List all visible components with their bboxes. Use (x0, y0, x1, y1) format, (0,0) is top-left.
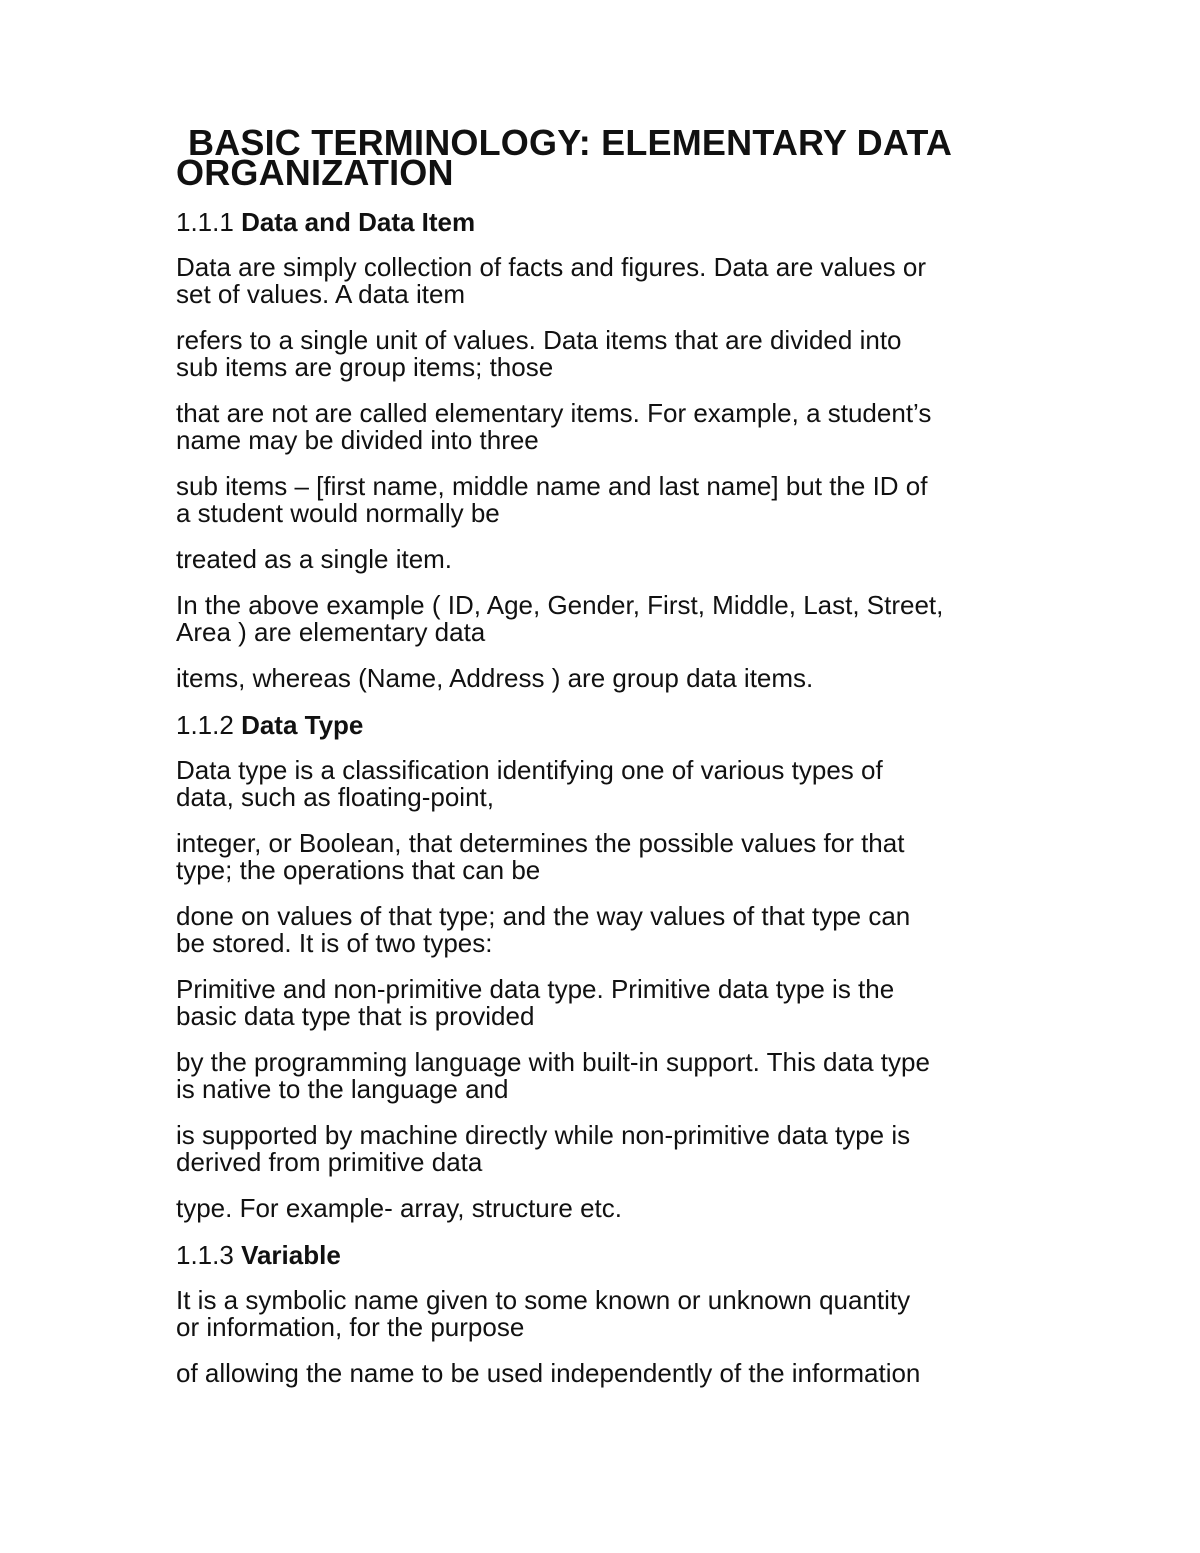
section-number: 1.1.3 (176, 1240, 242, 1270)
title-line-1: BASIC TERMINOLOGY: ELEMENTARY DATA (188, 122, 953, 163)
paragraph: by the programming language with built-in support. This data type is native to the language and (176, 1047, 930, 1104)
paragraph: treated as a single item. (176, 544, 453, 574)
section-label: Variable (241, 1240, 341, 1270)
paragraph: integer, or Boolean, that determines the possible values for that type; the operations that can be (176, 828, 905, 885)
paragraph: It is a symbolic name given to some known or unknown quantity or information, for the purpose (176, 1285, 911, 1342)
paragraph: done on values of that type; and the way values of that type can be stored. It is of two types: (176, 901, 911, 958)
section-number: 1.1.1 (176, 207, 242, 237)
section-label: Data Type (241, 710, 364, 740)
title-line-2: ORGANIZATION (176, 152, 454, 193)
paragraph: Data are simply collection of facts and figures. Data are values or set of values. A data item (176, 252, 927, 309)
paragraph: is supported by machine directly while non-primitive data type is derived from primitive data (176, 1120, 911, 1177)
paragraph: In the above example ( ID, Age, Gender, First, Middle, Last, Street, Area ) are elementary data (176, 590, 944, 647)
section-heading-variable (176, 1241, 1036, 1269)
paragraph: sub items – [first name, middle name and last name] but the ID of a student would normally be (176, 471, 928, 528)
section-label: Data and Data Item (241, 207, 476, 237)
paragraph: Primitive and non-primitive data type. Primitive data type is the basic data type that is provided (176, 974, 895, 1031)
section-number: 1.1.2 (176, 710, 242, 740)
paragraph: type. For example- array, structure etc. (176, 1193, 622, 1223)
paragraph: items, whereas (Name, Address ) are group data items. (176, 663, 814, 693)
paragraph: that are not are called elementary items. For example, a student’s name may be divided into three (176, 398, 932, 455)
document-content (176, 122, 1036, 1406)
document-title (176, 122, 1036, 193)
paragraph: of allowing the name to be used independently of the information (176, 1358, 921, 1388)
paragraph: refers to a single unit of values. Data items that are divided into sub items are group items; those (176, 325, 902, 382)
section-heading-data-and-data-item (176, 208, 1036, 236)
section-heading-data-type (176, 711, 1036, 739)
paragraph: Data type is a classification identifying one of various types of data, such as floating-point, (176, 755, 883, 812)
